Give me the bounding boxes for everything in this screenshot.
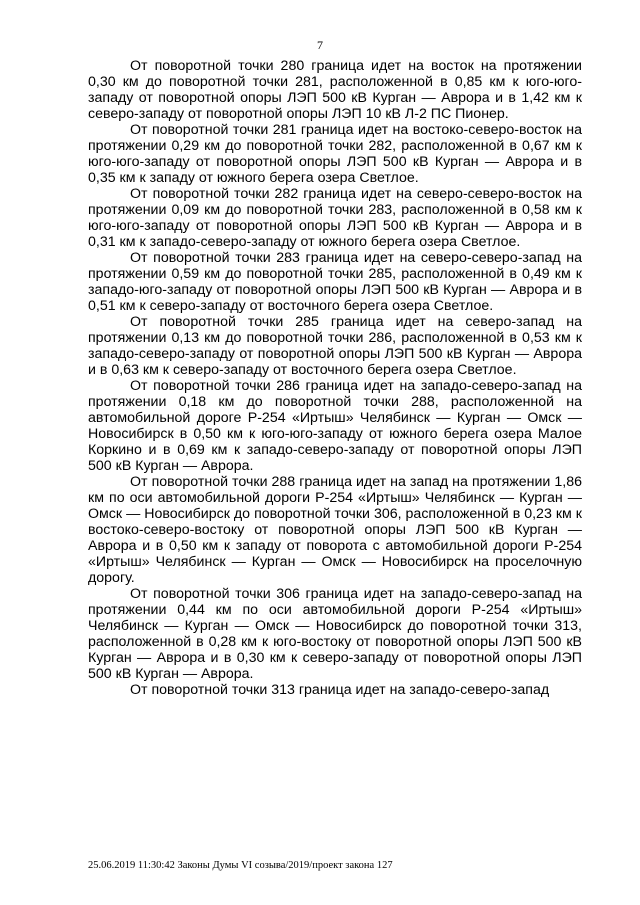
paragraph-6: От поворотной точки 286 граница идет на западо-северо-запад на протяжении 0,18 км до поворотной точки 288, расположенной на автомобильной дороге Р-254 «Иртыш» Челябинск — Курган — Омск — Новосибирск в 0,50 км к юго-юго-западу от южного берега озера Малое Коркино и в 0,69 км к западо-северо-западу от поворотной опоры ЛЭП 500 кВ Курган — Аврора. [88, 378, 582, 474]
paragraph-8: От поворотной точки 306 граница идет на западо-северо-запад на протяжении 0,44 км по оси автомобильной дороги Р-254 «Иртыш» Челябинск — Курган — Омск — Новосибирск до поворотной точки 313, расположенной в 0,28 км к юго-востоку от поворотной опоры ЛЭП 500 кВ Курган — Аврора и в 0,30 км к северо-западу от поворотной опоры ЛЭП 500 кВ Курган — Аврора. [88, 586, 582, 682]
paragraph-3: От поворотной точки 282 граница идет на северо-северо-восток на протяжении 0,09 км до поворотной точки 283, расположенной в 0,58 км к юго-юго-западу от поворотной опоры ЛЭП 500 кВ Курган — Аврора и в 0,31 км к западо-северо-западу от южного берега озера Светлое. [88, 186, 582, 250]
paragraph-5: От поворотной точки 285 граница идет на северо-запад на протяжении 0,13 км до поворотной точки 286, расположенной в 0,53 км к западо-северо-западу от поворотной опоры ЛЭП 500 кВ Курган — Аврора и в 0,63 км к северо-западу от восточного берега озера Светлое. [88, 314, 582, 378]
paragraph-2: От поворотной точки 281 граница идет на востоко-северо-восток на протяжении 0,29 км до поворотной точки 282, расположенной в 0,67 км к юго-юго-западу от поворотной опоры ЛЭП 500 кВ Курган — Аврора и в 0,35 км к западу от южного берега озера Светлое. [88, 122, 582, 186]
document-footer: 25.06.2019 11:30:42 Законы Думы VI созыва/2019/проект закона 127 [88, 860, 393, 871]
paragraph-7: От поворотной точки 288 граница идет на запад на протяжении 1,86 км по оси автомобильной дороги Р-254 «Иртыш» Челябинск — Курган — Омск — Новосибирск до поворотной точки 306, расположенной в 0,23 км к востоко-северо-востоку от поворотной опоры ЛЭП 500 кВ Курган — Аврора и в 0,50 км к западу от поворота с автомобильной дороги Р-254 «Иртыш» Челябинск — Курган — Омск — Новосибирск на проселочную дорогу. [88, 474, 582, 586]
body-text [88, 58, 582, 698]
paragraph-1: От поворотной точки 280 граница идет на восток на протяжении 0,30 км до поворотной точки 281, расположенной в 0,85 км к юго-юго-западу от поворотной опоры ЛЭП 500 кВ Курган — Аврора и в 1,42 км к северо-западу от поворотной опоры ЛЭП 10 кВ Л-2 ПС Пионер. [88, 58, 582, 122]
paragraph-9: От поворотной точки 313 граница идет на западо-северо-запад [130, 682, 550, 698]
paragraph-4: От поворотной точки 283 граница идет на северо-северо-запад на протяжении 0,59 км до поворотной точки 285, расположенной в 0,49 км к западо-юго-западу от поворотной опоры ЛЭП 500 кВ Курган — Аврора и в 0,51 км к северо-западу от восточного берега озера Светлое. [88, 250, 582, 314]
page-number: 7 [317, 38, 323, 52]
